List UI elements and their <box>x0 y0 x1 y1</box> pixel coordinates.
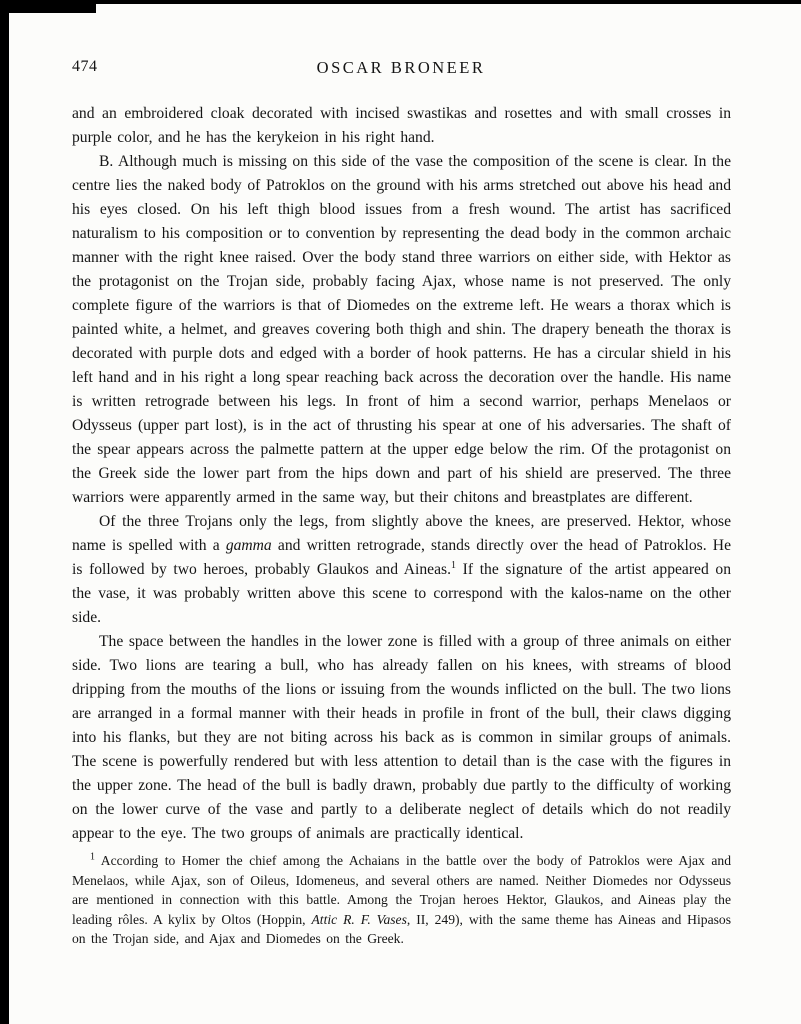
footnote-block <box>72 851 731 949</box>
footnote-1: $^1$ According to Homer the chief among the Achaians in the battle over the body of Patroklos were Ajax and Menelaos, while Ajax, son of Oileus, Idomeneus, and several others are named. Neither Diomedes nor Odysseus are mentioned in connection with this battle. Among the Trojan heroes Hektor, Glaukos, and Aineas play the leading rôles. A kylix by Oltos (Hoppin, Attic R. F. Vases, II, 249), with the same theme has Aineas and Hipasos on the Trojan side, and Ajax and Diomedes on the Greek. <box>72 851 731 946</box>
running-head-author: OSCAR BRONEER <box>316 58 486 77</box>
page-header <box>72 58 730 80</box>
scan-artifact-top-edge <box>0 0 801 4</box>
body-text <box>72 102 731 846</box>
scan-artifact-left-edge <box>0 0 9 1024</box>
paragraph-trojans: Of the three Trojans only the legs, from slightly above the knees, are preserved. Hektor, whose name is spelled with a gamma and written retrograde, stands directly over the head of Patroklos. He is followed by two heroes, probably Glaukos and Aineas.$^1$ If the signature of the artist appeared on the vase, it was probably written above this scene to correspond with the kalos-name on the other side. <box>72 513 731 626</box>
page-number: 474 <box>72 58 98 75</box>
scan-artifact-topleft-corner <box>0 0 96 13</box>
paragraph-section-b: B. Although much is missing on this side of the vase the composition of the scene is clear. In the centre lies the naked body of Patroklos on the ground with his arms stretched out above his head and his eyes closed. On his left thigh blood issues from a fresh wound. The artist has sacrificed naturalism to his composition or to convention by representing the dead body in the common archaic manner with the right knee raised. Over the body stand three warriors on either side, with Hektor as the protagonist on the Trojan side, probably facing Ajax, whose name is not preserved. The only complete figure of the warriors is that of Diomedes on the extreme left. He wears a thorax which is painted white, a helmet, and greaves covering both thigh and shin. The drapery beneath the thorax is decorated with purple dots and edged with a border of hook patterns. He has a circular shield in his left hand and in his right a long spear reaching back across the decoration over the handle. His name is written retrograde between his legs. In front of him a second warrior, perhaps Menelaos or Odysseus (upper part lost), is in the act of thrusting his spear at one of his adversaries. The shaft of the spear appears across the palmette pattern at the upper edge below the rim. Of the protagonist on the Greek side the lower part from the hips down and part of his shield are preserved. The three warriors were apparently armed in the same way, but their chitons and breastplates are different. <box>72 153 731 506</box>
paragraph-lower-zone: The space between the handles in the lower zone is filled with a group of three animals on either side. Two lions are tearing a bull, who has already fallen on his knees, with streams of blood dripping from the mouths of the lions or issuing from the wounds inflicted on the bull. The two lions are arranged in a formal manner with their heads in profile in front of the bull, their claws digging into his flanks, but they are not biting across his back as is common in similar groups of animals. The scene is powerfully rendered but with less attention to detail than is the case with the figures in the upper zone. The head of the bull is badly drawn, probably due partly to the difficulty of working on the lower curve of the vase and partly to a deliberate neglect of details which do not readily appear to the eye. The two groups of animals are practically identical. <box>72 633 731 842</box>
paragraph-continuation: and an embroidered cloak decorated with incised swastikas and rosettes and with small crosses in purple color, and he has the kerykeion in his right hand. <box>72 105 731 146</box>
